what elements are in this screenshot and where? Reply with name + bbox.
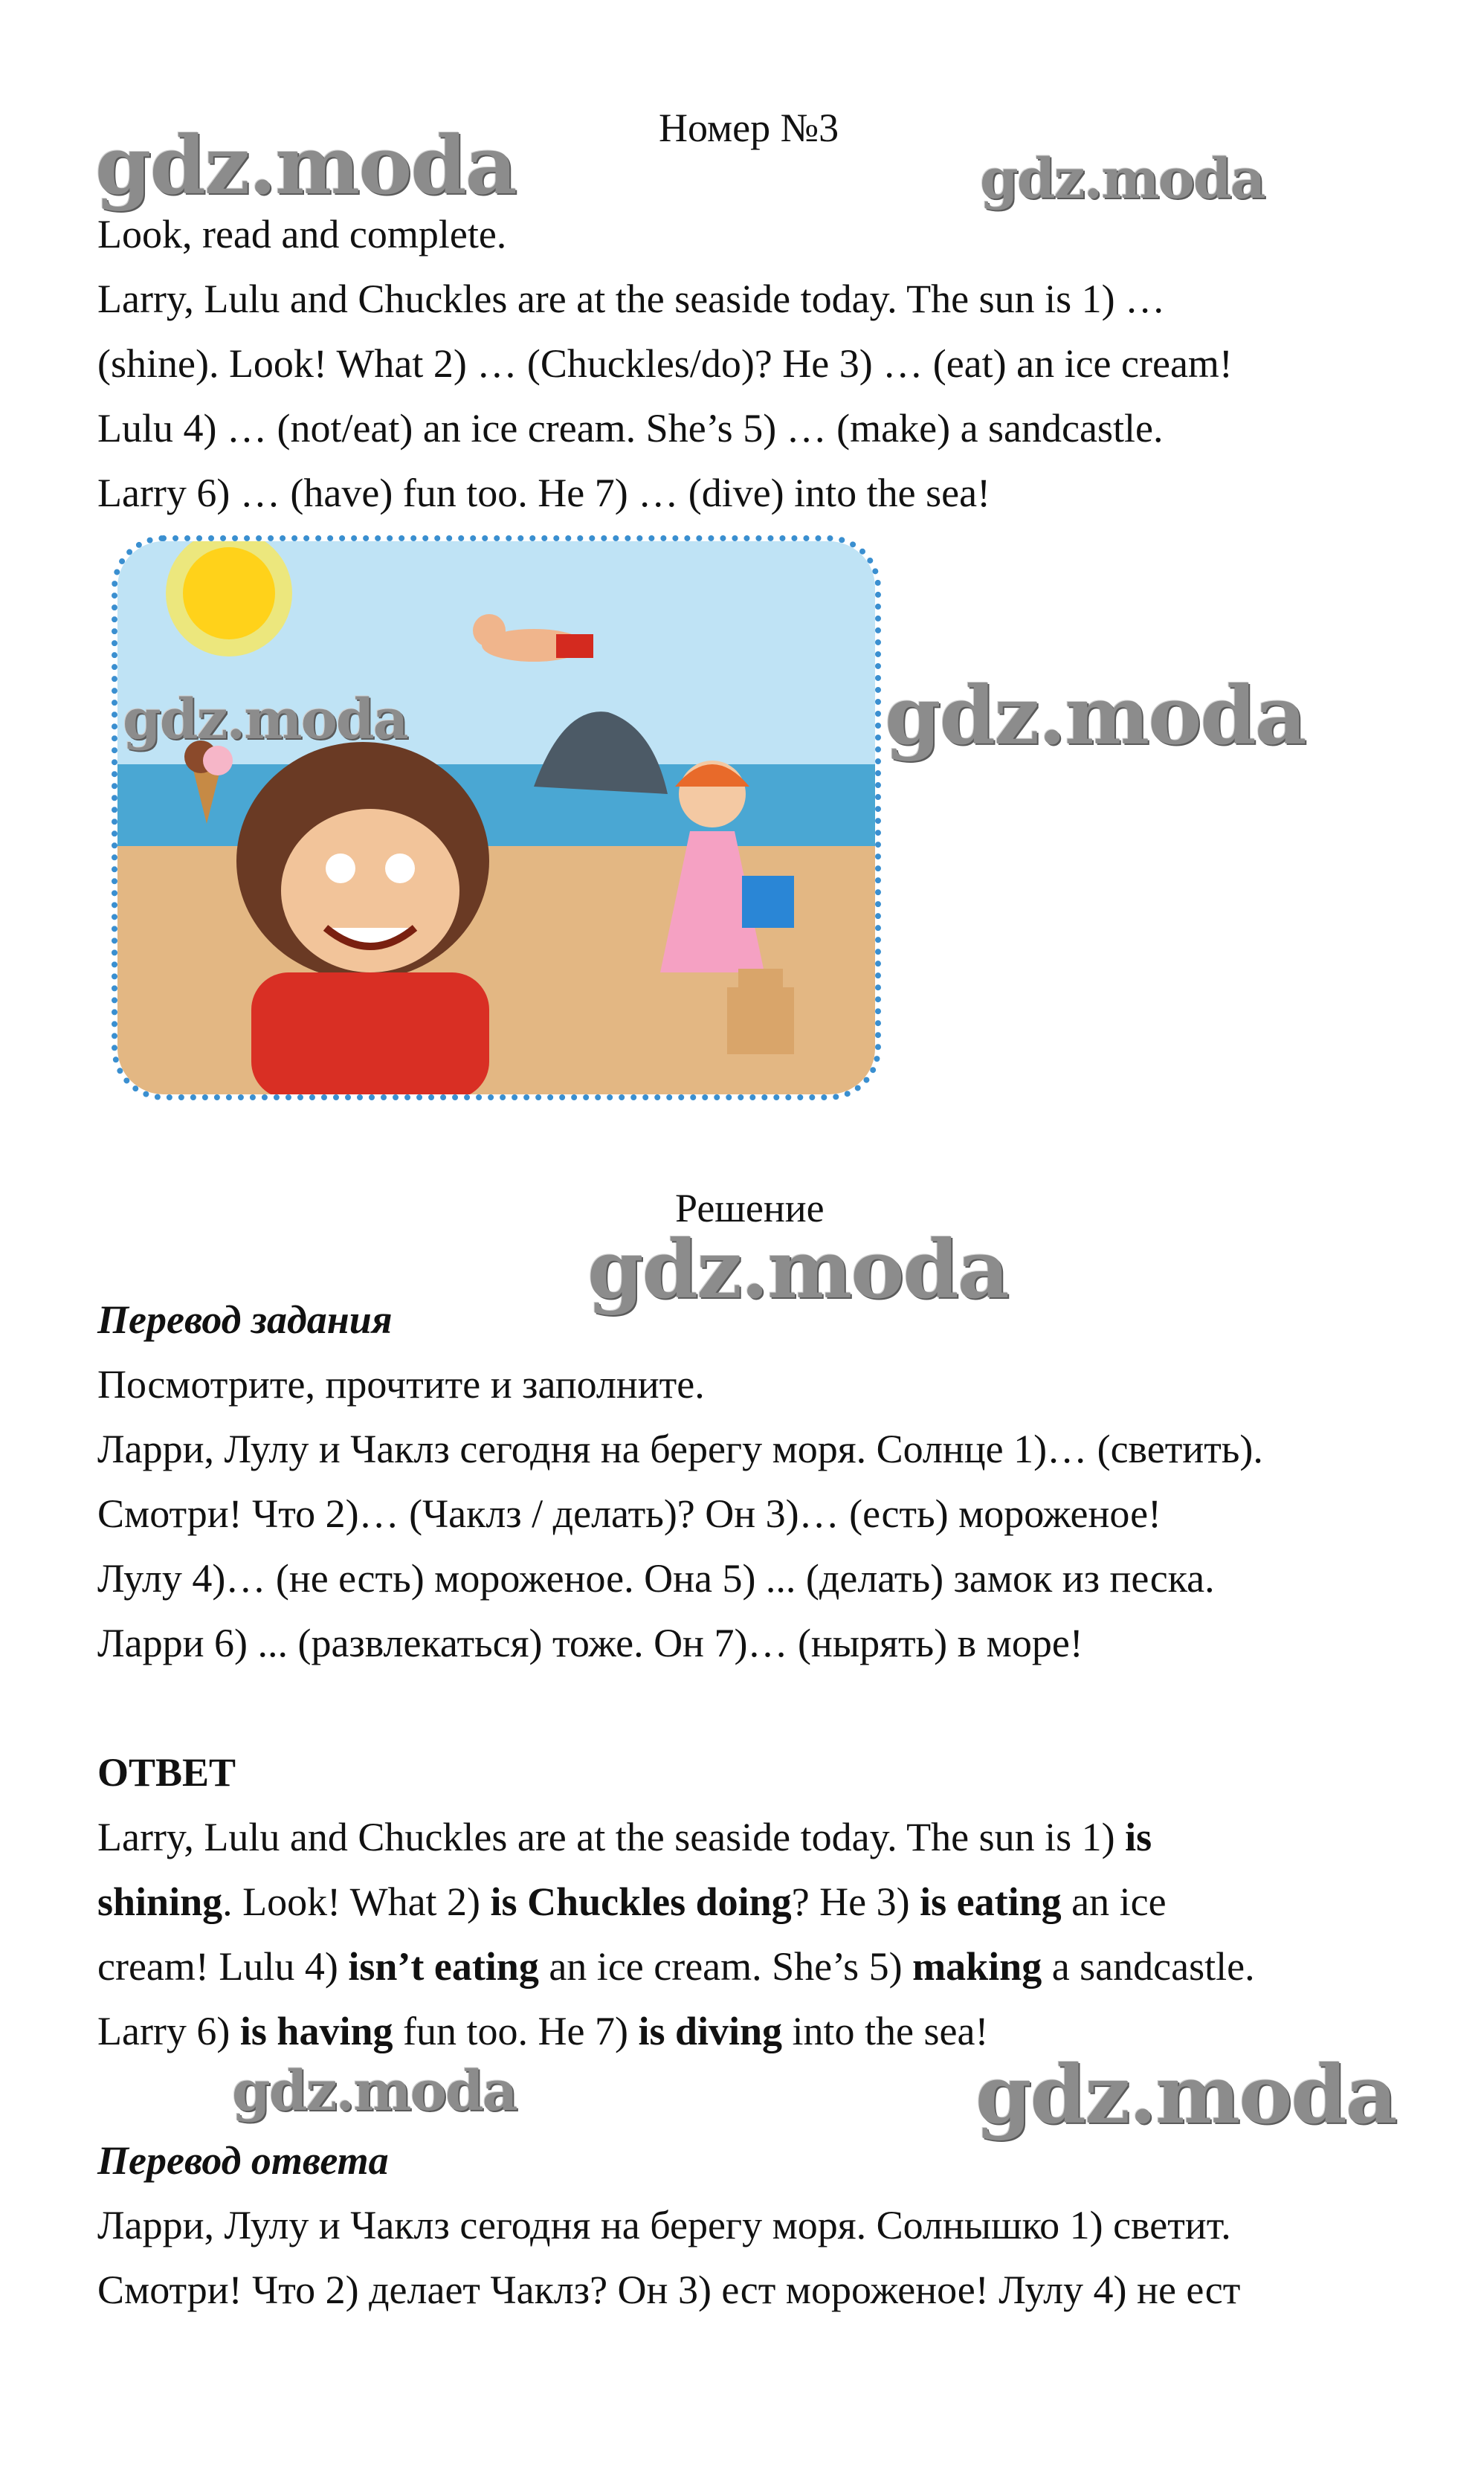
answer-text: an ice	[1061, 1879, 1167, 1924]
task-line: Larry, Lulu and Chuckles are at the seaside today. The sun is 1) …	[97, 277, 1166, 321]
answer-fill: is	[1125, 1815, 1152, 1859]
answer-fill: making	[912, 1944, 1042, 1989]
seaside-illustration	[112, 535, 881, 1100]
answer-text: into the sea!	[782, 2009, 989, 2053]
answer-fill: isn’t eating	[348, 1944, 539, 1989]
translation-task-line: Ларри 6) ... (развлекаться) тоже. Он 7)… (нырять) в море!	[97, 1621, 1083, 1665]
answer-line	[97, 1944, 1255, 1989]
seaside-scene	[117, 541, 875, 1094]
answer-text: an ice cream. She’s 5)	[538, 1944, 913, 1989]
watermark: gdz.moda	[980, 147, 1265, 211]
answer-fill: shining	[97, 1879, 223, 1924]
bucket	[742, 876, 794, 928]
page-title: Номер №3	[659, 106, 839, 150]
watermark: gdz.moda	[885, 669, 1306, 763]
task-line: Larry 6) … (have) fun too. He 7) … (dive) into the sea!	[97, 471, 991, 515]
watermark: gdz.moda	[232, 2059, 517, 2123]
task-line: (shine). Look! What 2) … (Chuckles/do)? He 3) … (eat) an ice cream!	[97, 341, 1233, 386]
watermark: gdz.moda	[975, 2048, 1396, 2142]
translation-answer-line: Смотри! Что 2) делает Чаклз? Он 3) ест мороженое! Лулу 4) не ест	[97, 2268, 1241, 2312]
answer-line	[97, 1879, 1167, 1924]
solution-label: Решение	[675, 1186, 825, 1230]
answer-fill: is diving	[638, 2009, 783, 2053]
watermark: gdz.moda	[123, 688, 407, 752]
translation-answer-line: Ларри, Лулу и Чаклз сегодня на берегу моря. Солнышко 1) светит.	[97, 2203, 1231, 2247]
answer-line	[97, 1815, 1152, 1859]
translation-task-heading: Перевод задания	[97, 1297, 393, 1342]
task-line: Lulu 4) … (not/eat) an ice cream. She’s 5) … (make) a sandcastle.	[97, 406, 1164, 451]
translation-task-line: Смотри! Что 2)… (Чаклз / делать)? Он 3)… (есть) мороженое!	[97, 1491, 1162, 1536]
answer-text: . Look! What 2)	[222, 1879, 491, 1924]
watermark: gdz.moda	[95, 119, 516, 213]
translation-task-line: Посмотрите, прочтите и заполните.	[97, 1362, 705, 1407]
task-instruction: Look, read and complete.	[97, 212, 507, 256]
answer-text: Larry 6)	[97, 2009, 240, 2053]
answer-heading: ОТВЕТ	[97, 1750, 236, 1795]
answer-text: Larry, Lulu and Chuckles are at the seaside today. The sun is 1)	[97, 1815, 1126, 1859]
answer-fill: is Chuckles doing	[490, 1879, 792, 1924]
answer-text: a sandcastle.	[1042, 1944, 1255, 1989]
answer-fill: is eating	[920, 1879, 1062, 1924]
translation-task-line: Лулу 4)… (не есть) мороженое. Она 5) ... (делать) замок из песка.	[97, 1556, 1215, 1601]
answer-text: ? He 3)	[791, 1879, 920, 1924]
translation-answer-heading: Перевод ответа	[97, 2138, 389, 2183]
answer-text: cream! Lulu 4)	[97, 1944, 349, 1989]
answer-text: fun too. He 7)	[393, 2009, 639, 2053]
answer-fill: is having	[239, 2009, 393, 2053]
translation-task-line: Ларри, Лулу и Чаклз сегодня на берегу моря. Солнце 1)… (светить).	[97, 1427, 1263, 1471]
watermark: gdz.moda	[587, 1223, 1008, 1317]
answer-line	[97, 2009, 988, 2053]
chuckles-monkey	[236, 742, 489, 1094]
